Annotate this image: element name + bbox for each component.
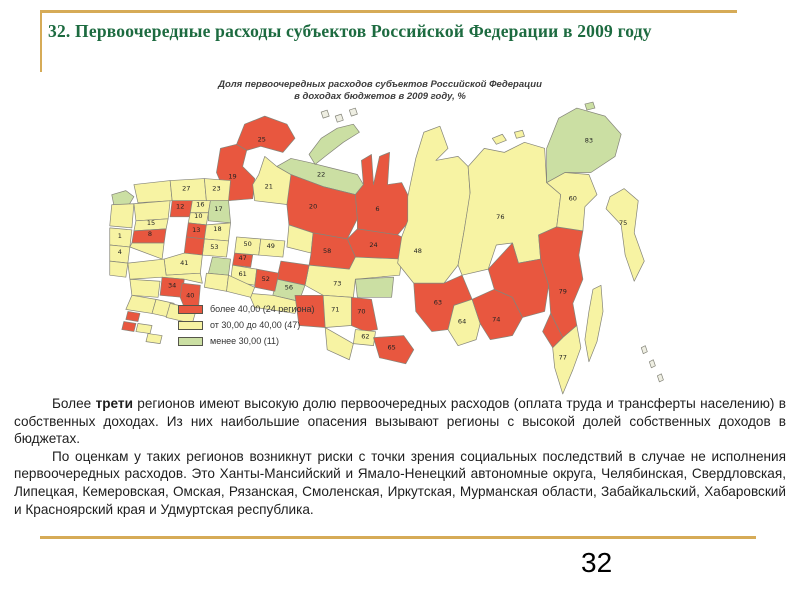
region-number: 25 [257,135,266,144]
region-number: 73 [333,279,342,288]
legend-item [178,320,315,330]
region-number: 4 [117,248,122,257]
region-number: 70 [357,307,366,316]
region-number: 60 [568,194,577,203]
region-number: 27 [182,184,191,193]
region-rostov [130,279,160,297]
region-franz-josef-1 [321,110,329,118]
region-number: 75 [618,218,628,227]
region-number: 20 [308,202,318,211]
region-number: 19 [228,172,237,181]
region-number: 65 [387,343,396,352]
paragraph-1-bold: трети [95,396,133,411]
legend-item [178,336,315,346]
region-number: 77 [558,353,567,362]
region-novgorod [134,201,170,221]
region-number: 83 [584,136,594,145]
region-number: 52 [261,275,270,284]
region-number: 24 [369,241,378,249]
region-number: 53 [210,243,219,252]
region-murmansk [237,116,295,152]
region-number: 21 [264,182,273,191]
region-number: 41 [180,259,189,268]
region-number: 50 [243,239,252,248]
region-wrangel [585,102,595,110]
region-number: 58 [323,247,332,256]
region-number: 16 [196,200,205,209]
left-border-line [40,10,42,72]
region-yamalo-nenets [355,152,409,235]
region-kuril-2 [649,360,655,368]
region-number: 79 [558,287,567,296]
region-number: 64 [457,317,467,326]
region-kuril-3 [657,374,663,382]
region-number: 62 [361,332,370,341]
legend-swatch [178,321,203,330]
paragraph-1-rest: регионов имеют высокую долю первоочередных расходов (оплата труда и трансферты населению) в собственных доходах. Из них наибольшие опасения вызывают регионы с высокой долей собственных доходов в бюджетах. [14,396,786,447]
region-novaya-zemlya [309,124,359,164]
region-mordovia [208,257,230,275]
region-bryansk [110,261,128,277]
region-tomsk [355,277,393,297]
region-leningrad [134,181,172,203]
region-number: 47 [238,254,247,263]
region-altai [325,328,353,360]
region-caucasus-3 [122,321,136,331]
region-number: 76 [496,212,505,221]
legend-swatch [178,337,203,346]
region-number: 56 [284,283,294,292]
region-saratov [204,273,228,291]
region-number: 17 [214,204,223,213]
legend-label: менее 30,00 (11) [210,336,280,346]
region-caucasus-4 [146,334,162,344]
map-title-line-1: Доля первоочередных расходов субъектов Российской Федерации [218,79,542,90]
map-legend [178,304,315,352]
region-pskov [110,204,134,228]
map-title-line-2: в доходах бюджетов в 2009 году, % [294,91,466,102]
region-number: 12 [176,202,185,211]
region-number: 63 [433,298,443,307]
region-new-siberian-1 [492,134,506,144]
legend-label: от 30,00 до 40,00 (47) [210,320,301,330]
region-number: 74 [492,315,501,324]
legend-label: более 40,00 (24 региона) [210,304,315,314]
region-number: 6 [375,204,380,213]
region-number: 34 [168,281,177,290]
region-kamchatka [606,189,644,282]
region-sakhalin [585,285,603,362]
region-number: 48 [413,247,422,256]
region-caucasus-1 [126,311,140,321]
region-number: 1 [117,231,122,240]
region-chukotka [547,108,621,182]
region-number: 8 [147,229,153,238]
region-number: 40 [186,291,195,300]
region-number: 13 [192,225,201,234]
paragraph-1 [14,395,786,448]
region-kuril-1 [641,346,647,354]
paragraph-1-lead: Более [52,396,96,411]
russia-choropleth-map [105,96,795,398]
region-number: 71 [331,305,340,314]
region-number: 22 [316,170,326,179]
legend-item [178,304,315,314]
region-caucasus-2 [136,324,152,334]
slide-title: 32. Первоочередные расходы субъектов Российской Федерации в 2009 году [48,21,652,41]
region-number: 10 [194,211,203,220]
region-kaluga [130,243,164,259]
top-border-line [40,10,737,13]
legend-swatch [178,305,203,314]
region-number: 23 [212,184,221,193]
region-number: 49 [266,242,275,251]
page-number: 32 [581,547,613,578]
bottom-border-line [40,536,756,539]
region-number: 61 [238,270,247,279]
region-ryazan [184,237,204,255]
region-krasnodar [126,295,156,313]
body-text [14,395,786,518]
region-franz-josef-3 [349,108,357,116]
region-new-siberian-2 [514,130,524,138]
paragraph-2: По оценкам у таких регионов возникнут риски с точки зрения социальных последствий в случае не исполнения первоочередных расходов. Это Ханты-Мансийский и Ямало-Ненецкий автономные округа, Челябинская, Свердловская, Липецкая, Кемеровская, Омская, Рязанская, Смоленская, Иркутская, Мурманская области, Забайкальский, Хабаровский и Красноярский края и Удмуртская республика. [14,448,786,517]
region-number: 15 [146,218,156,227]
region-number: 18 [213,224,222,233]
region-franz-josef-2 [335,114,343,122]
